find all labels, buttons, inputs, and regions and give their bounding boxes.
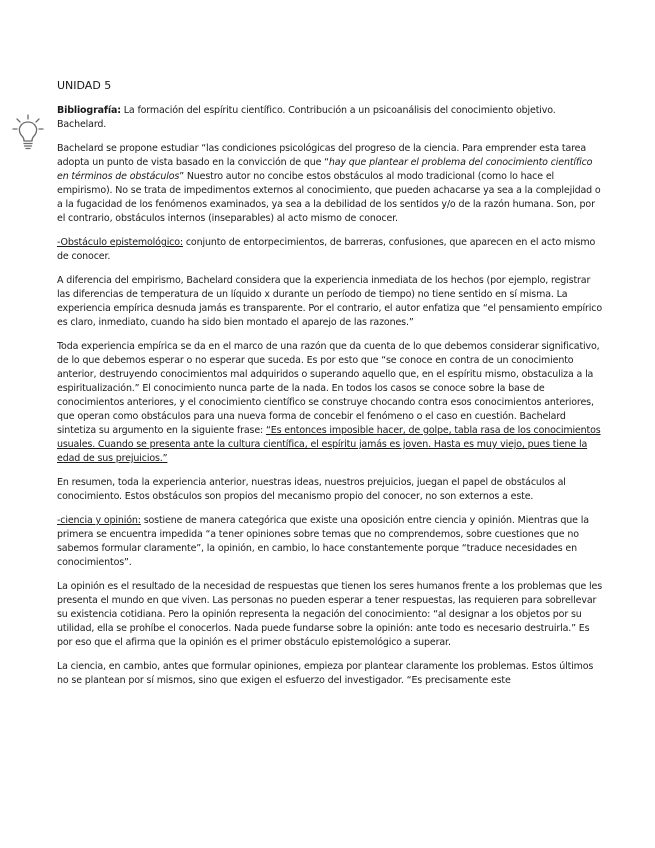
unit-title: UNIDAD 5: [57, 79, 112, 92]
obstacle-definition-text: conjunto de entorpecimientos, de barreras, confusiones, que aparecen en el acto mismo de conocer.: [57, 237, 596, 262]
science-opinion-text: sostiene de manera categórica que existe una oposición entre ciencia y opinión. Mientras que la primera se encuentra impedida “a tener opiniones sobre temas que no comprendemos, sobre cuestiones que no sabemos formular claramente”, la opinión, en cambio, lo hace constantemente porque “traduce necesidades en conocimientos”.: [57, 515, 589, 568]
paragraph-opinion: La opinión es el resultado de la necesidad de respuestas que tienen los seres humanos frente a los problemas que les presenta el mundo en que viven. Las personas no pueden esperar a tener respuestas, las requieren para sobrellevar su existencia cotidiana. Pero la opinión representa la negación del conocimiento: “al designar a los objetos por su utilidad, ella se prohíbe el conocerlos. Nada puede fundarse sobre la opinión: ante todo es necesario destruirla.” Es por eso que el afirma que la opinión es el primer obstáculo epistemológico a superar.: [57, 581, 603, 648]
paragraph-intro-text-a: Bachelard se propone estudiar “las condiciones psicológicas del progreso de la ciencia. Para emprender esta tarea adopta un punto de vista basado en la convicción de que “: [57, 143, 587, 168]
paragraph-empiricism: A diferencia del empirismo, Bachelard considera que la experiencia inmediata de los hechos (por ejemplo, registrar las diferencias de temperatura de un líquido x durante un período de tiempo) no tiene sentido en sí misma. La experiencia empírica desnuda jamás es transparente. Por el contrario, el autor enfatiza que “el pensamiento empírico es claro, inmediato, cuando ha sido bien montado el aparejo de las razones.”: [57, 275, 603, 328]
bibliography-paragraph: [57, 104, 605, 132]
lightbulb-icon: [12, 114, 44, 152]
paragraph-science: La ciencia, en cambio, antes que formular opiniones, empieza por plantear claramente los problemas. Estos últimos no se plantean por sí mismos, sino que exigen el esfuerzo del investigador. “Es precisamente este: [57, 661, 594, 686]
bachelard-quote: “Es entonces imposible hacer, de golpe, tabla rasa de los conocimientos usuales. Cuando se presenta ante la cultura científica, el espíritu jamás es joven. Hasta es muy viejo, pues tiene la edad de sus prejuicios.”: [57, 425, 601, 464]
paragraph-experience-text: Toda experiencia empírica se da en el marco de una razón que da cuenta de lo que debemos considerar significativo, de lo que debemos esperar o no esperar que suceda. Es por esto que “se conoce en contra de un conocimiento anterior, destruyendo conocimientos mal adquiridos o superando aquello que, en el espíritu mismo, obstaculiza a la espiritualización.” El conocimiento nunca parte de la nada. En todos los casos se conoce sobre la base de conocimientos anteriores, y el conocimiento científico se construye chocando contra esos conocimientos anteriores, que operan como obstáculos para una nueva forma de concebir el fenómeno o el caso en cuestión. Bachelard sintetiza su argumento en la siguiente frase:: [57, 341, 600, 436]
paragraph-intro-italic: hay que plantear el problema del conocimiento científico en términos de obstáculos: [57, 157, 593, 182]
bibliography-label: Bibliografía:: [57, 105, 121, 116]
term-science-opinion: -ciencia y opinión:: [57, 515, 141, 526]
paragraph-intro-text-b: ” Nuestro autor no concibe estos obstáculos al modo tradicional (como lo hace el empirismo). No se trata de impedimentos externos al conocimiento, que pueden achacarse ya sea a la complejidad o a la fugacidad de los fenómenos examinados, ya sea a la debilidad de los sentidos y/o de la razón humana. Son, por el contrario, obstáculos internos (inseparables) al acto mismo de conocer.: [57, 171, 601, 224]
paragraph-intro: [57, 142, 605, 226]
paragraph-summary: En resumen, toda la experiencia anterior, nuestras ideas, nuestros prejuicios, juegan el papel de obstáculos al conocimiento. Estos obstáculos son propios del mecanismo propio del conocer, no son externos a este.: [57, 477, 566, 502]
document-body: [57, 78, 605, 698]
bibliography-text: La formación del espíritu científico. Contribución a un psicoanálisis del conocimiento objetivo. Bachelard.: [57, 105, 556, 130]
paragraph-experience: [57, 340, 605, 466]
term-obstacle: -Obstáculo epistemológico:: [57, 237, 183, 248]
paragraph-obstacle-definition: [57, 236, 605, 264]
paragraph-science-opinion: [57, 514, 605, 570]
